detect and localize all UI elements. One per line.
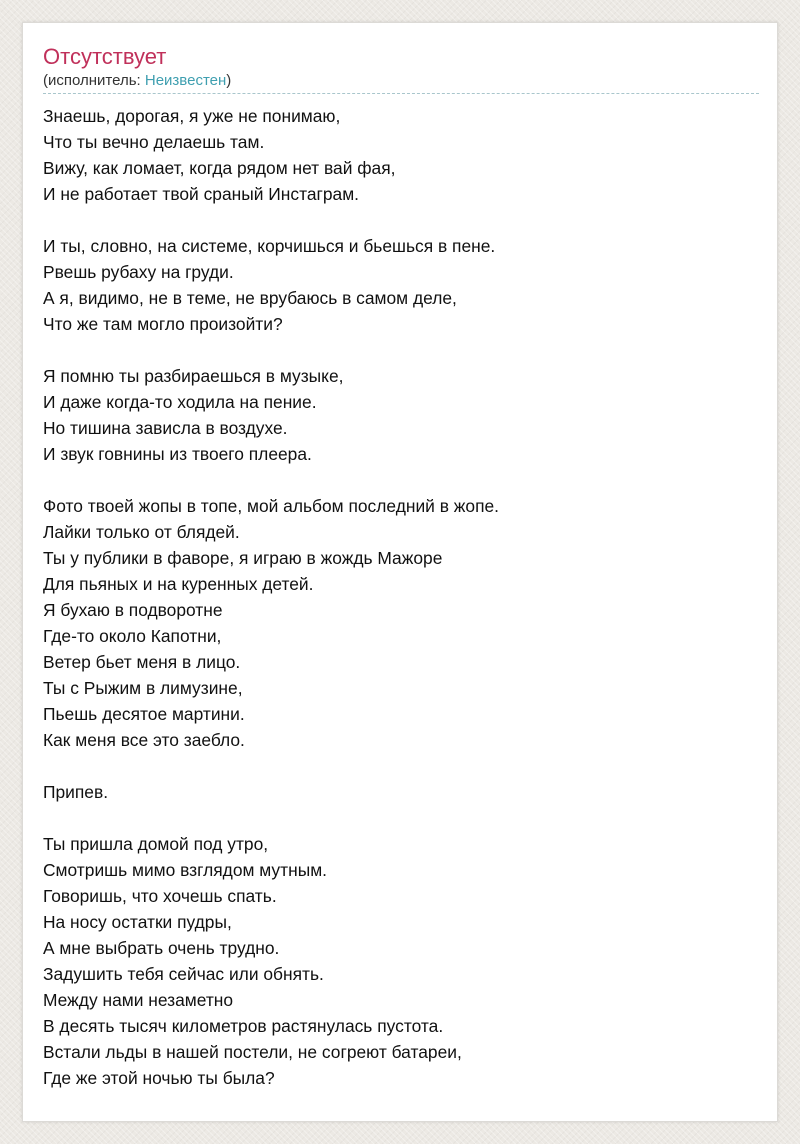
stanza-gap <box>43 337 759 363</box>
artist-suffix: ) <box>226 72 232 89</box>
stanza-gap <box>43 207 759 233</box>
lyric-line: А я, видимо, не в теме, не врубаюсь в самом деле, <box>43 288 457 308</box>
lyrics-card <box>22 22 778 1122</box>
lyric-line: Ты пришла домой под утро, <box>43 834 269 854</box>
lyric-line: Я бухаю в подворотне <box>43 600 223 620</box>
lyric-line: Вижу, как ломает, когда рядом нет вай фая, <box>43 158 396 178</box>
artist-link[interactable]: Неизвестен <box>144 72 227 89</box>
lyric-line: Что ты вечно делаешь там. <box>43 132 265 152</box>
stanza-gap <box>43 805 759 831</box>
lyric-line: Для пьяных и на куренных детей. <box>43 574 314 594</box>
lyrics-text <box>43 103 759 1091</box>
lyric-line: Ты у публики в фаворе, я играю в жождь Мажоре <box>43 548 443 568</box>
lyric-line: Что же там могло произойти? <box>43 314 283 334</box>
lyric-line: Лайки только от блядей. <box>43 522 240 542</box>
artist-prefix: (исполнитель: <box>43 72 145 89</box>
lyric-line: Между нами незаметно <box>43 990 234 1010</box>
lyric-line: На носу остатки пудры, <box>43 912 232 932</box>
lyric-line: Фото твоей жопы в топе, мой альбом последний в жопе. <box>43 496 500 516</box>
header-divider <box>43 93 759 94</box>
lyric-line: Рвешь рубаху на груди. <box>43 262 234 282</box>
lyric-line: Ты с Рыжим в лимузине, <box>43 678 243 698</box>
lyric-line: В десять тысяч километров растянулась пустота. <box>43 1016 444 1036</box>
lyric-line: А мне выбрать очень трудно. <box>43 938 280 958</box>
lyric-line: Как меня все это заебло. <box>43 730 245 750</box>
lyric-line: Смотришь мимо взглядом мутным. <box>43 860 327 880</box>
song-header <box>43 43 759 94</box>
song-title: Отсутствует <box>43 44 167 69</box>
lyric-line: Припев. <box>43 782 109 802</box>
lyric-line: Я помню ты разбираешься в музыке, <box>43 366 344 386</box>
artist-line <box>43 71 759 91</box>
lyric-line: И не работает твой сраный Инстаграм. <box>43 184 359 204</box>
stanza-gap <box>43 753 759 779</box>
lyric-line: Где-то около Капотни, <box>43 626 222 646</box>
lyric-line: Говоришь, что хочешь спать. <box>43 886 277 906</box>
lyric-line: Ветер бьет меня в лицо. <box>43 652 241 672</box>
lyric-line: Задушить тебя сейчас или обнять. <box>43 964 324 984</box>
lyric-line: Пьешь десятое мартини. <box>43 704 245 724</box>
lyric-line: И ты, словно, на системе, корчишься и бьешься в пене. <box>43 236 496 256</box>
stanza-gap <box>43 467 759 493</box>
lyric-line: И звук говнины из твоего плеера. <box>43 444 312 464</box>
lyric-line: Знаешь, дорогая, я уже не понимаю, <box>43 106 341 126</box>
lyric-line: И даже когда-то ходила на пение. <box>43 392 317 412</box>
lyric-line: Где же этой ночью ты была? <box>43 1068 275 1088</box>
lyric-line: Но тишина зависла в воздухе. <box>43 418 288 438</box>
lyric-line: Встали льды в нашей постели, не согреют батареи, <box>43 1042 462 1062</box>
